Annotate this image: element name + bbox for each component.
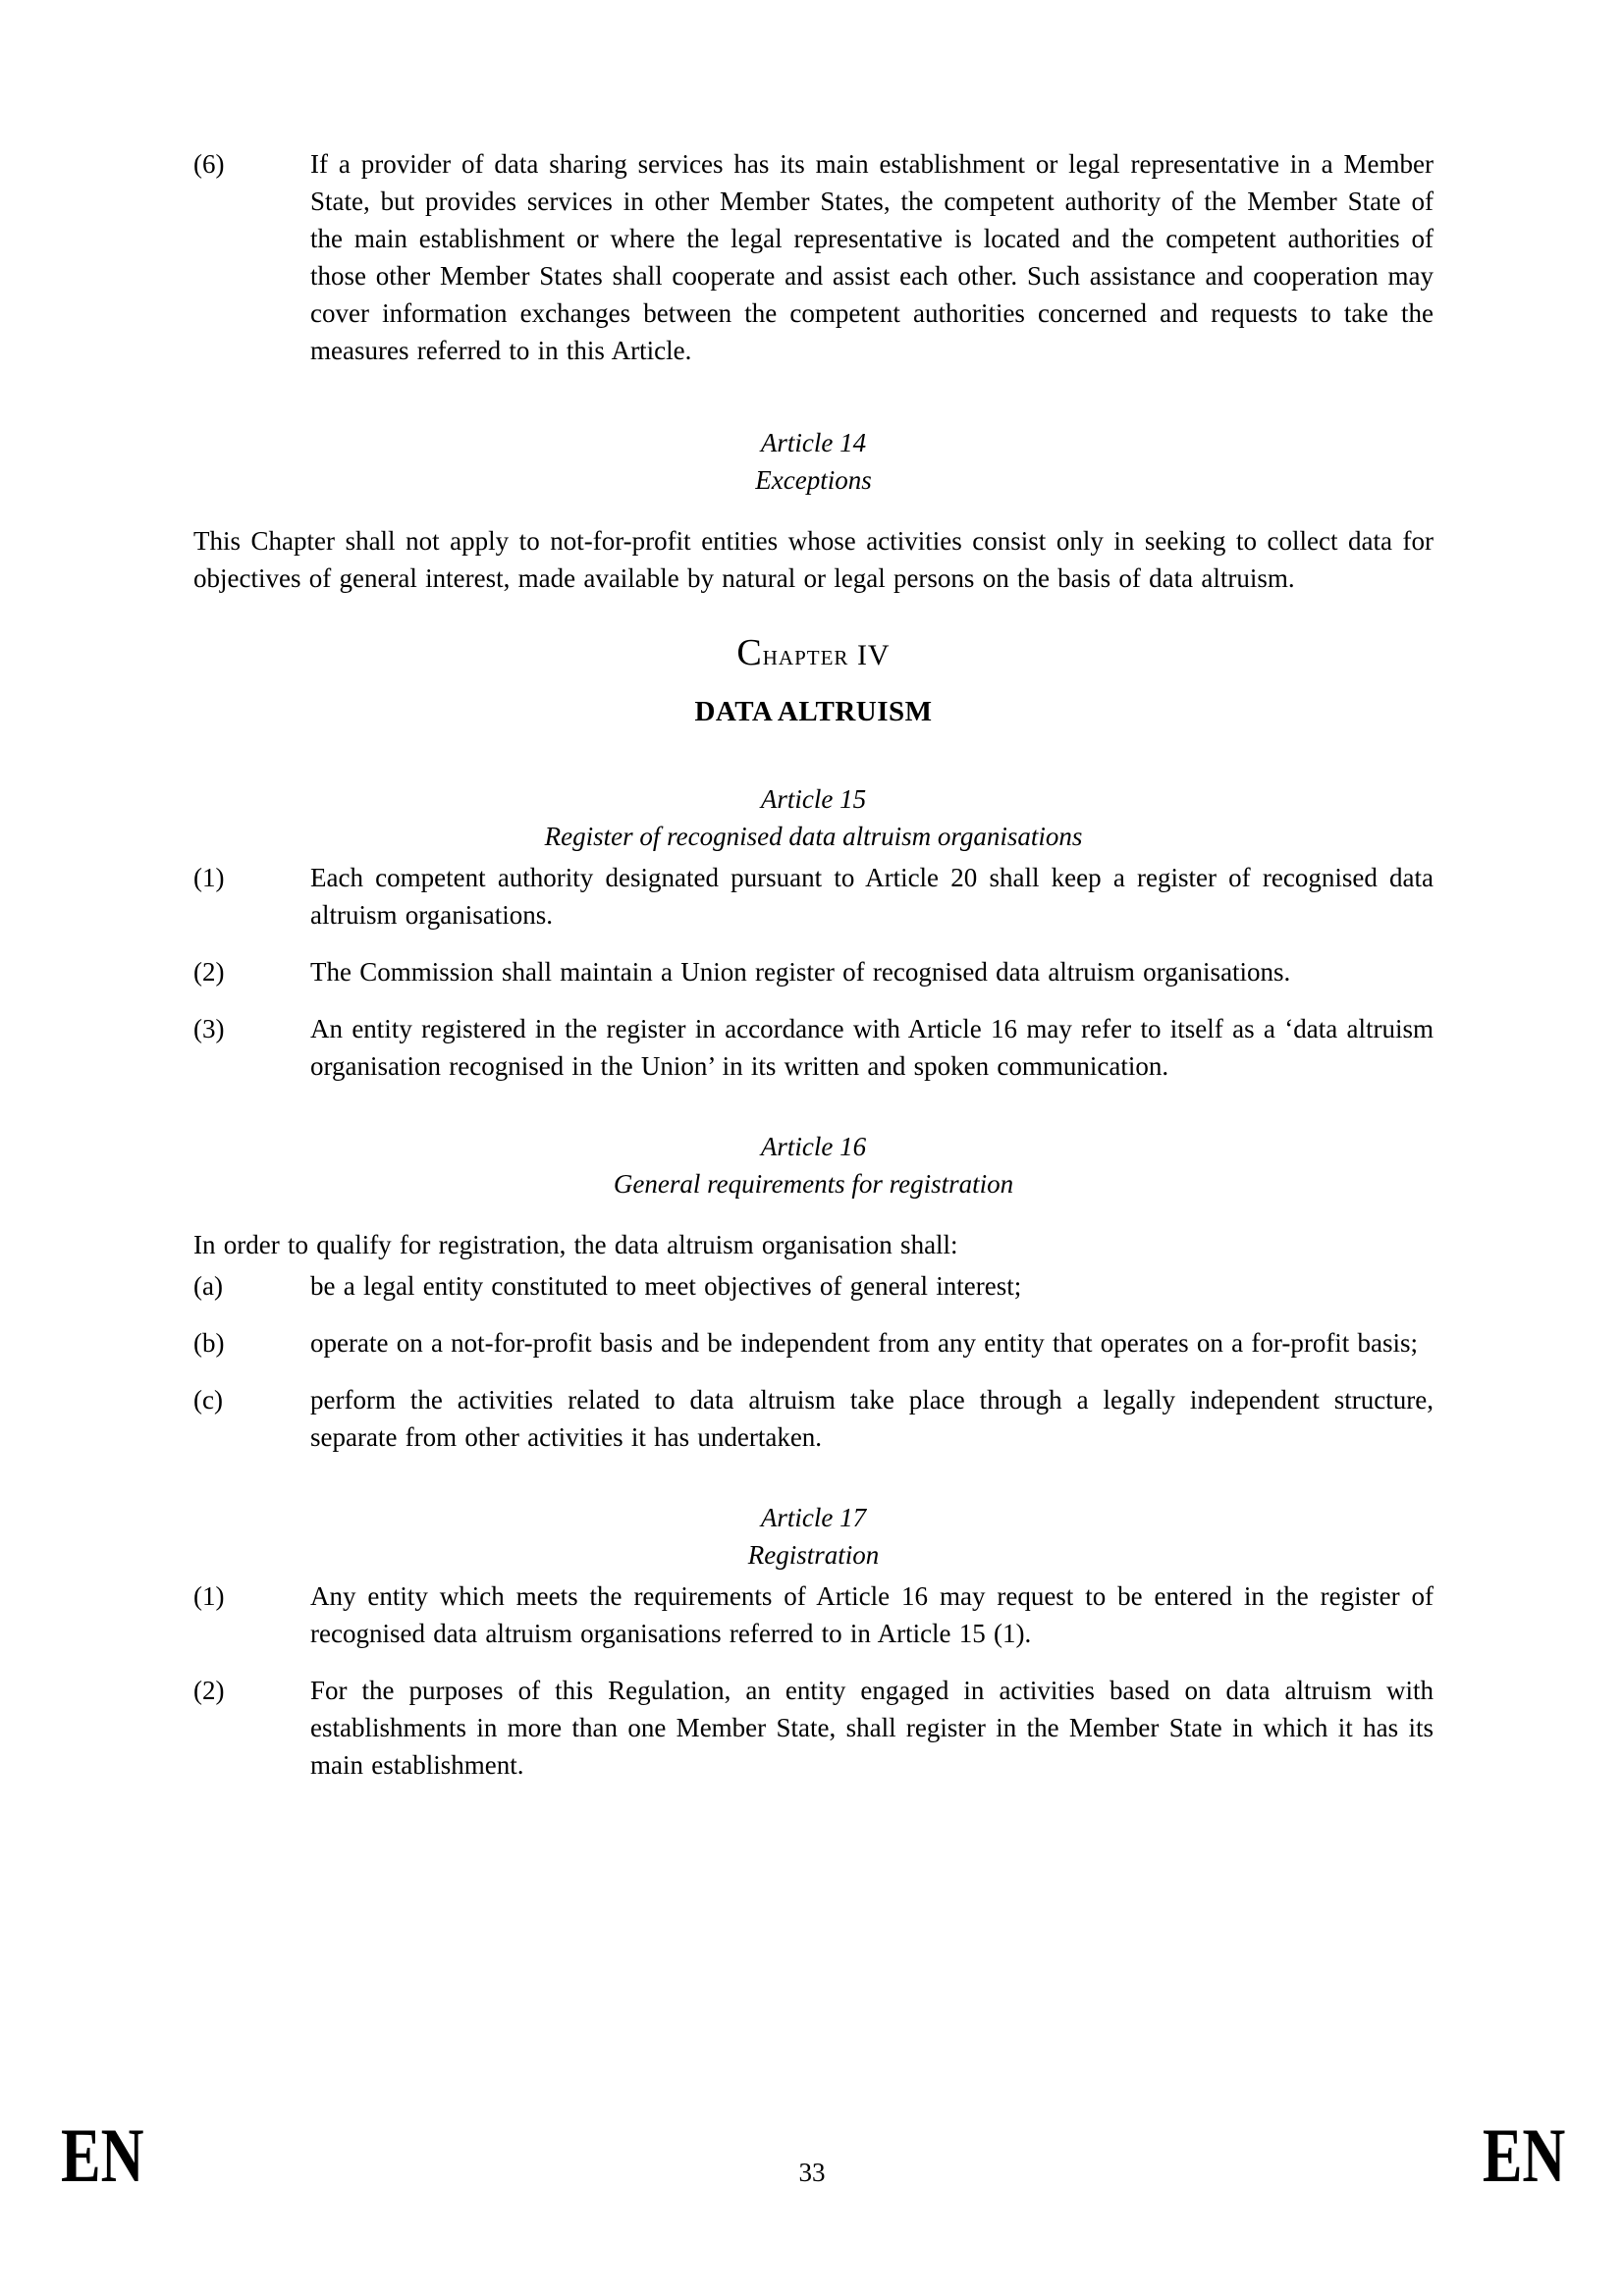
article-17-title: Article 17 (760, 1503, 867, 1532)
article-15-item-2 (193, 953, 1434, 990)
item-text: For the purposes of this Regulation, an entity engaged in activities based on data altruism with establishments in more than one Member State, shall register in the Member State in which it has its main establishment. (310, 1676, 1434, 1780)
item-number: (2) (193, 1676, 225, 1705)
paragraph-6-number: (6) (193, 149, 225, 179)
article-17-item-2 (193, 1672, 1434, 1784)
page-content (193, 145, 1434, 1784)
article-16-items (193, 1267, 1434, 1456)
page-number: 33 (798, 2158, 826, 2187)
chapter-4-subtitle: DATA ALTRUISM (694, 696, 933, 727)
paragraph-6-text: If a provider of data sharing services has its main establishment or legal representative in a Member State, but provides services in other Member States, the competent authority of the Member State of the main establishment or where the legal representative is located and the competent authorities of those other Member States shall cooperate and assist each other. Such assistance and cooperation may cover information exchanges between the competent authorities concerned and requests to take the measures referred to in this Article. (310, 149, 1434, 365)
article-16-item-a (193, 1267, 1434, 1305)
article-17-items (193, 1577, 1434, 1784)
article-15-heading (193, 780, 1434, 855)
article-14-heading (193, 424, 1434, 499)
chapter-4-title (193, 630, 1434, 678)
item-text: be a legal entity constituted to meet objectives of general interest; (310, 1271, 1022, 1301)
article-15-items (193, 859, 1434, 1085)
item-number: (2) (193, 957, 225, 987)
item-number: (1) (193, 863, 225, 892)
article-17-subtitle: Registration (747, 1540, 880, 1570)
item-text: Any entity which meets the requirements of Article 16 may request to be entered in the register of recognised data altruism organisations referred to in Article 15 (1). (310, 1581, 1434, 1648)
item-text: operate on a not-for-profit basis and be independent from any entity that operates on a for-profit basis; (310, 1328, 1419, 1358)
chapter-4-title-rest: hapter IV (762, 639, 891, 671)
article-15-item-1 (193, 859, 1434, 934)
article-14-subtitle: Exceptions (755, 465, 872, 495)
chapter-4-title-initial: C (736, 632, 763, 673)
article-14-title: Article 14 (760, 428, 867, 457)
item-letter: (b) (193, 1328, 225, 1358)
paragraph-6 (193, 145, 1434, 369)
article-15-title: Article 15 (760, 784, 867, 814)
article-16-item-c (193, 1381, 1434, 1456)
chapter-4-heading (193, 630, 1434, 731)
item-letter: (a) (193, 1271, 223, 1301)
item-text: Each competent authority designated pursuant to Article 20 shall keep a register of recognised data altruism organisations. (310, 863, 1434, 930)
article-16-intro: In order to qualify for registration, the data altruism organisation shall: (193, 1230, 958, 1259)
item-number: (3) (193, 1014, 225, 1043)
item-letter: (c) (193, 1385, 223, 1415)
article-17-item-1 (193, 1577, 1434, 1652)
item-text: An entity registered in the register in accordance with Article 16 may refer to itself as a ‘data altruism organisation recognised in the Union’ in its written and spoken communication. (310, 1014, 1434, 1081)
article-16-title: Article 16 (760, 1132, 867, 1161)
article-16-subtitle: General requirements for registration (613, 1169, 1014, 1199)
article-16-item-b (193, 1324, 1434, 1362)
footer-lang-mark-left: EN (61, 2112, 144, 2198)
article-15-subtitle: Register of recognised data altruism organisations (544, 822, 1083, 851)
article-17-heading (193, 1499, 1434, 1574)
item-text: The Commission shall maintain a Union register of recognised data altruism organisations. (310, 957, 1291, 987)
item-text: perform the activities related to data altruism take place through a legally independent structure, separate from other activities it has undertaken. (310, 1385, 1434, 1452)
item-number: (1) (193, 1581, 225, 1611)
article-16-heading (193, 1128, 1434, 1202)
article-14-body: This Chapter shall not apply to not-for-profit entities whose activities consist only in seeking to collect data for objectives of general interest, made available by natural or legal persons on the basis of data altruism. (193, 526, 1434, 593)
article-15-item-3 (193, 1010, 1434, 1085)
footer-lang-mark-right: EN (1482, 2112, 1565, 2198)
